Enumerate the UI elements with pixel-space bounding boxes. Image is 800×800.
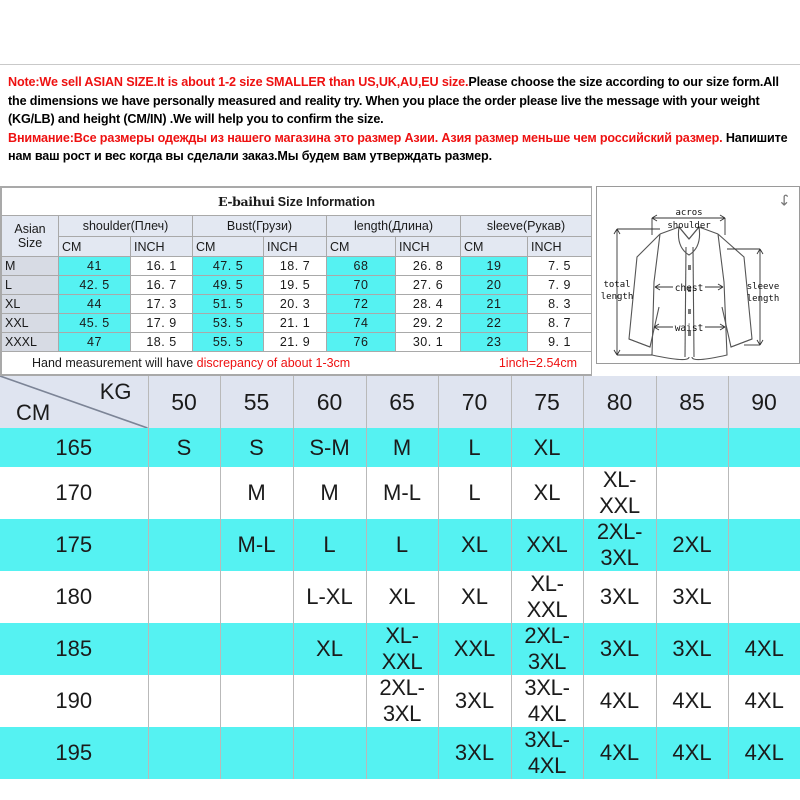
grid-row-header: 190	[0, 675, 148, 727]
label-across: acros	[675, 208, 703, 218]
grid-cell	[220, 623, 293, 675]
footer-note	[32, 356, 350, 370]
unit-header-shoulder-cm: CM	[59, 237, 131, 257]
grid-cell	[220, 571, 293, 623]
brand-name: E-baihui	[218, 194, 275, 209]
unit-header-bust-cm: CM	[193, 237, 264, 257]
grid-cell: M	[220, 467, 293, 519]
cell-value: 55. 5	[193, 333, 264, 352]
cell-value: 21	[461, 295, 528, 314]
asian-size-header-line1: Asian	[14, 222, 46, 236]
cell-value: 42. 5	[59, 276, 131, 295]
grid-cell	[656, 428, 728, 467]
size-table-title	[2, 188, 592, 216]
grid-cell: XL-XXL	[583, 467, 656, 519]
grid-col-header: 90	[728, 376, 800, 428]
notice-russian-red: Внимание:Все размеры одежды из нашего магазина это размер Азии. Азия размер меньше чем российский размер.	[8, 130, 723, 145]
asian-size-header-line2: Size	[17, 236, 43, 250]
label-sleeve: sleeve	[746, 282, 780, 292]
grid-col-header: 70	[438, 376, 511, 428]
cell-value: 47	[59, 333, 131, 352]
size-information-table	[0, 186, 592, 376]
grid-cell: 2XL	[656, 519, 728, 571]
grid-cell: S	[148, 428, 220, 467]
label-total: total	[603, 280, 631, 290]
cell-value: 19. 5	[264, 276, 327, 295]
grid-cell: XL	[438, 519, 511, 571]
cell-value: 49. 5	[193, 276, 264, 295]
unit-header-sleeve-cm: CM	[461, 237, 528, 257]
grid-cell: M	[293, 467, 366, 519]
grid-cell: 4XL	[728, 727, 800, 779]
cell-value: 74	[327, 314, 396, 333]
grid-cell	[148, 623, 220, 675]
grid-cell: 2XL-3XL	[366, 675, 438, 727]
cell-value: 47. 5	[193, 257, 264, 276]
grid-cell	[148, 519, 220, 571]
grid-cell: L-XL	[293, 571, 366, 623]
grid-cell: 2XL-3XL	[583, 519, 656, 571]
cell-value: 8. 7	[528, 314, 592, 333]
grid-cell	[293, 675, 366, 727]
grid-cell	[148, 675, 220, 727]
notice-english-red: Note:We sell ASIAN SIZE.It is about 1-2 size SMALLER than US,UK,AU,EU size.	[8, 75, 469, 89]
grid-row-header: 170	[0, 467, 148, 519]
size-recommendation-grid	[0, 376, 800, 779]
unit-header-sleeve-inch: INCH	[528, 237, 592, 257]
cell-value: 7. 5	[528, 257, 592, 276]
grid-cell: S-M	[293, 428, 366, 467]
header-group-shoulder: shoulder(Плеч)	[59, 216, 193, 237]
grid-cell: 4XL	[656, 727, 728, 779]
cell-value: 17. 3	[131, 295, 193, 314]
grid-cell: M-L	[366, 467, 438, 519]
cell-value: 29. 2	[396, 314, 461, 333]
grid-row-header: 195	[0, 727, 148, 779]
grid-cell: L	[438, 428, 511, 467]
grid-cell	[728, 519, 800, 571]
label-sleeve-length: length	[746, 294, 780, 304]
inch-conversion-note: 1inch=2.54cm	[498, 356, 578, 370]
notice-russian	[8, 129, 792, 166]
grid-cell	[148, 467, 220, 519]
cell-value: 20. 3	[264, 295, 327, 314]
grid-cell	[366, 727, 438, 779]
grid-cell: XL	[511, 467, 583, 519]
grid-cell: 4XL	[656, 675, 728, 727]
cell-value: 21. 1	[264, 314, 327, 333]
grid-col-header: 75	[511, 376, 583, 428]
asian-size-header	[2, 216, 59, 257]
grid-cell: 3XL-4XL	[511, 727, 583, 779]
grid-cell	[293, 727, 366, 779]
table-row	[0, 727, 800, 779]
grid-cell: XL-XXL	[511, 571, 583, 623]
cell-value: 17. 9	[131, 314, 193, 333]
grid-cell: 4XL	[583, 675, 656, 727]
shirt-measurement-diagram	[596, 186, 800, 364]
cell-value: 70	[327, 276, 396, 295]
table-row	[0, 519, 800, 571]
table-row	[0, 623, 800, 675]
footer-note-red: discrepancy of about 1-3cm	[196, 356, 351, 370]
cell-value: 16. 1	[131, 257, 193, 276]
cell-value: 68	[327, 257, 396, 276]
grid-cell: 3XL	[656, 623, 728, 675]
grid-cell: S	[220, 428, 293, 467]
grid-cell: 3XL	[583, 623, 656, 675]
unit-header-length-inch: INCH	[396, 237, 461, 257]
cell-value: 16. 7	[131, 276, 193, 295]
grid-cell: 4XL	[728, 623, 800, 675]
grid-cell: 3XL-4XL	[511, 675, 583, 727]
cell-value: 7. 9	[528, 276, 592, 295]
grid-cell: XL	[293, 623, 366, 675]
notice-block	[0, 64, 800, 170]
table-row	[0, 675, 800, 727]
cell-value: 21. 9	[264, 333, 327, 352]
grid-cell	[656, 467, 728, 519]
grid-cell: XL-XXL	[366, 623, 438, 675]
cell-value: 23	[461, 333, 528, 352]
grid-cell	[148, 727, 220, 779]
grid-cell: L	[293, 519, 366, 571]
cell-value: 26. 8	[396, 257, 461, 276]
label-chest: chest	[674, 283, 704, 294]
table-row	[2, 295, 592, 314]
header-group-sleeve: sleeve(Рукав)	[461, 216, 592, 237]
grid-cell: 3XL	[438, 727, 511, 779]
cell-value: 28. 4	[396, 295, 461, 314]
grid-header-row	[0, 376, 800, 428]
label-shoulder: shoulder	[667, 221, 711, 231]
grid-cell	[220, 675, 293, 727]
grid-col-header: 50	[148, 376, 220, 428]
cell-value: 18. 5	[131, 333, 193, 352]
table-row	[2, 333, 592, 352]
grid-cell: 2XL-3XL	[511, 623, 583, 675]
table-row	[2, 314, 592, 333]
size-table-footer	[2, 352, 592, 375]
cell-value: 51. 5	[193, 295, 264, 314]
grid-cell: XL	[511, 428, 583, 467]
grid-col-header: 80	[583, 376, 656, 428]
grid-cell	[728, 467, 800, 519]
grid-cell: 3XL	[438, 675, 511, 727]
cell-value: 53. 5	[193, 314, 264, 333]
watermark-icon: ↪	[775, 193, 794, 207]
grid-cell: M	[366, 428, 438, 467]
cell-value: 20	[461, 276, 528, 295]
grid-cell: L	[438, 467, 511, 519]
grid-cell: XXL	[438, 623, 511, 675]
label-waist: waist	[674, 323, 704, 334]
unit-header-shoulder-inch: INCH	[131, 237, 193, 257]
cell-value: 9. 1	[528, 333, 592, 352]
grid-cell: L	[366, 519, 438, 571]
notice-english	[8, 73, 792, 129]
cell-value: 18. 7	[264, 257, 327, 276]
cell-value: 45. 5	[59, 314, 131, 333]
size-label: XL	[2, 295, 59, 314]
grid-col-header: 85	[656, 376, 728, 428]
grid-col-header: 60	[293, 376, 366, 428]
cell-value: 19	[461, 257, 528, 276]
grid-cell: XL	[438, 571, 511, 623]
grid-cell	[148, 571, 220, 623]
notice-english-black: Please choose the size according to our size form.All the dimensions we have personally measured and reality try. When you place the order please live the message with your weight (KG/LB) and height (CM/IN) .We will help you to confirm the size.	[8, 75, 779, 126]
table-row	[2, 276, 592, 295]
size-label: XXXL	[2, 333, 59, 352]
header-group-length: length(Длина)	[327, 216, 461, 237]
cell-value: 22	[461, 314, 528, 333]
cell-value: 72	[327, 295, 396, 314]
grid-cell: XL	[366, 571, 438, 623]
grid-cell: 3XL	[583, 571, 656, 623]
cell-value: 41	[59, 257, 131, 276]
unit-header-bust-inch: INCH	[264, 237, 327, 257]
size-label: L	[2, 276, 59, 295]
grid-col-header: 55	[220, 376, 293, 428]
notice-russian-black: Напишите нам ваш рост и вес когда вы сделали заказ.Мы будем вам утверждать размер.	[8, 130, 788, 163]
cell-value: 44	[59, 295, 131, 314]
grid-row-header: 185	[0, 623, 148, 675]
label-total-length: length	[600, 292, 634, 302]
grid-corner-cm-label: CM	[16, 400, 51, 425]
table-row	[0, 467, 800, 519]
grid-cell	[728, 428, 800, 467]
grid-row-header: 175	[0, 519, 148, 571]
grid-cell: XXL	[511, 519, 583, 571]
shirt-illustration-svg	[597, 187, 799, 363]
grid-cell	[728, 571, 800, 623]
grid-col-header: 65	[366, 376, 438, 428]
size-table-title-rest: Size Information	[274, 195, 375, 209]
cell-value: 76	[327, 333, 396, 352]
table-row	[0, 428, 800, 467]
grid-cell: M-L	[220, 519, 293, 571]
table-row	[2, 257, 592, 276]
header-group-bust: Bust(Грузи)	[193, 216, 327, 237]
footer-note-black: Hand measurement will have	[32, 356, 197, 370]
grid-cell: 4XL	[583, 727, 656, 779]
grid-cell	[583, 428, 656, 467]
grid-cell: 4XL	[728, 675, 800, 727]
grid-row-header: 165	[0, 428, 148, 467]
size-label: M	[2, 257, 59, 276]
unit-header-length-cm: CM	[327, 237, 396, 257]
table-row	[0, 571, 800, 623]
cell-value: 8. 3	[528, 295, 592, 314]
grid-corner-kg-label: KG	[99, 379, 132, 404]
grid-row-header: 180	[0, 571, 148, 623]
cell-value: 30. 1	[396, 333, 461, 352]
grid-cell	[220, 727, 293, 779]
grid-corner-cell	[0, 376, 148, 428]
cell-value: 27. 6	[396, 276, 461, 295]
size-label: XXL	[2, 314, 59, 333]
grid-cell: 3XL	[656, 571, 728, 623]
